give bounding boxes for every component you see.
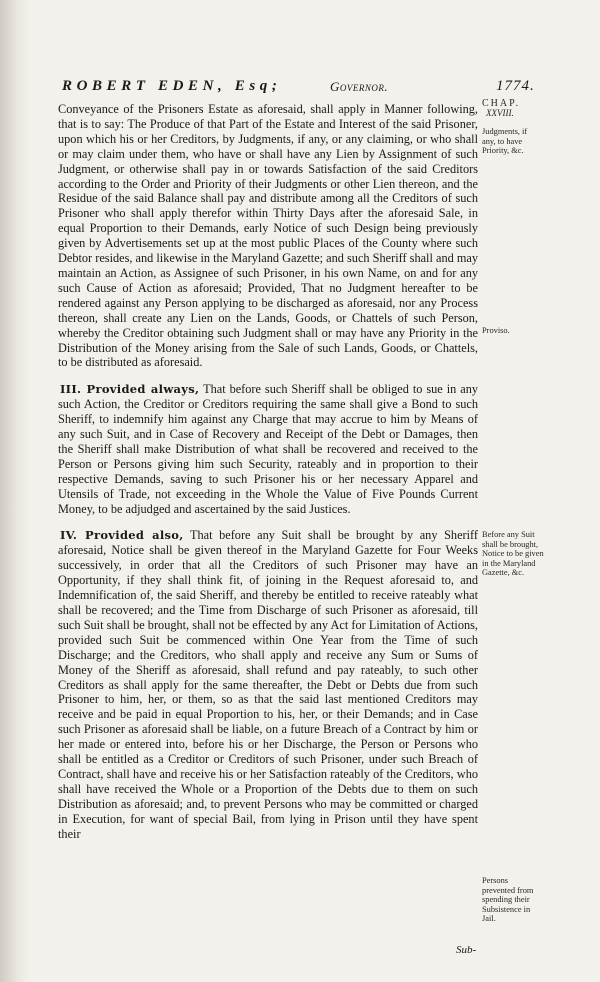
section-lead: III. Provided always,	[60, 382, 200, 397]
section-paragraph	[58, 528, 478, 841]
section-text: Conveyance of the Prisoners Estate as aforesaid, shall apply in Manner following, that is to say: The Produce of that Part of the Estate and Interest of the said Prisoner, upon which his or her Creditors, by Judgments, if any, or any claiming, or who shall or may claim under them, who have or shall have any Lien by Assignment of such Judgment, or otherwise shall pay in or towards Satisfaction of the said Creditors according to the Order and Priority of their Judgments or other Lien thereon, and the Residue of the said Balance shall pay and distribute among all the Creditors of such Prisoner who shall apply therefor within Thirty Days after the aforesaid Sale, in equal Proportion to their Demands, early Notice of such Design being previously given by Advertisements set up at the most public Places of the County where such Debtor resides, and likewise in the Maryland Gazette; and such Sheriff shall and may maintain an Action, as Assignee of such Prisoner, in his own Name, on and for any such Cause of Action as aforesaid; Provided, That no Judgment hereafter to be rendered against any Person applying to be discharged as aforesaid, nor any Process thereon, shall create any Lien on the Lands, Goods, or Chattels of such Person, whereby the Creditor obtaining such Judgment shall or may have any Priority in the Distribution of the Money arising from the Sale of such Lands, Goods, or Chattels, to be distributed as aforesaid.	[58, 102, 478, 370]
margin-note: Persons prevented from spending their Subsistence in Jail.	[482, 876, 534, 924]
margin-note: Before any Suit shall be brought, Notice to be given in the Maryland Gazette, &c.	[482, 530, 544, 578]
chapter-number: XXVIII.	[486, 107, 514, 118]
catchword: Sub-	[456, 944, 477, 956]
running-header	[62, 78, 535, 100]
margin-note: Proviso.	[482, 326, 510, 335]
section-paragraph	[58, 102, 478, 370]
section-lead: IV. Provided also,	[60, 528, 184, 543]
section-text: That before such Sheriff shall be obliged to sue in any such Action, the Creditor or Creditors requiring the same shall give a Bond to such Sheriff, to indemnify him against any Charge that may accrue to him by Means of any such Suit, and in Case of Recovery and Receipt of the Debt or Damages, then the Sheriff shall make Distribution of what shall be recovered and received to the Person or Persons giving him such Security, rateably and in proportion to their respective Demands, saving to such Prisoner his or her necessary Apparel and Utensils of Trade, not exceeding in the Whole the Value of Five Pounds Current Money, to be adjudged and ascertained by the said Justices.	[58, 382, 478, 516]
header-year: 1774.	[496, 78, 535, 94]
margin-note: Judgments, if any, to have Priority, &c.	[482, 127, 528, 156]
section-paragraph	[58, 382, 478, 516]
binding-gutter	[0, 0, 30, 982]
chapter-label: CHAP.	[482, 98, 521, 109]
header-title: ROBERT EDEN, Esq;	[62, 78, 282, 94]
body-text	[58, 102, 478, 842]
section-text: That before any Suit shall be brought by any Sheriff aforesaid, Notice shall be given thereof in the Maryland Gazette for Four Weeks successively, in order that all the Creditors of such Prisoner may have an Opportunity, if they shall think fit, of joining in the Request aforesaid to, and Indemnification of, the said Sheriff, and thereby be entitled to receive rateably what shall be recovered; and the Time from Discharge of such Prisoner as aforesaid, till such Suit shall be brought, shall not be effected by any Act for Limitation of Actions, provided such Suit be commenced within One Year from the Time of such Discharge; and the Creditors, who shall apply and receive any Sum or Sums of Money of the Sheriff as aforesaid, shall refund and pay rateably, to such other Creditors as shall apply for the same thereafter, the Debt or Debts due from such Prisoner to him, her, or them, so as that the said last mentioned Creditors may receive and be paid in equal Proportion to his, her, or their Demands; and in Case such Prisoner as aforesaid shall be liable, on a future Breach of a Contract by him or her made or entered into, before his or her Discharge, the Person or Persons who shall be entitled as a Creditor or Creditors of such Prisoner, under such Breach of Contract, shall have and receive his or her Satisfaction rateably of the Creditors, who shall have received the Whole or a Proportion of the Debts due to them on such Distribution as aforesaid; and, to prevent Persons who may be committed or charged in Execution, for want of special Bail, from lying in Prison until they have spent their	[58, 528, 479, 841]
chapter-marker	[482, 99, 590, 118]
header-office: Governor.	[330, 79, 389, 94]
